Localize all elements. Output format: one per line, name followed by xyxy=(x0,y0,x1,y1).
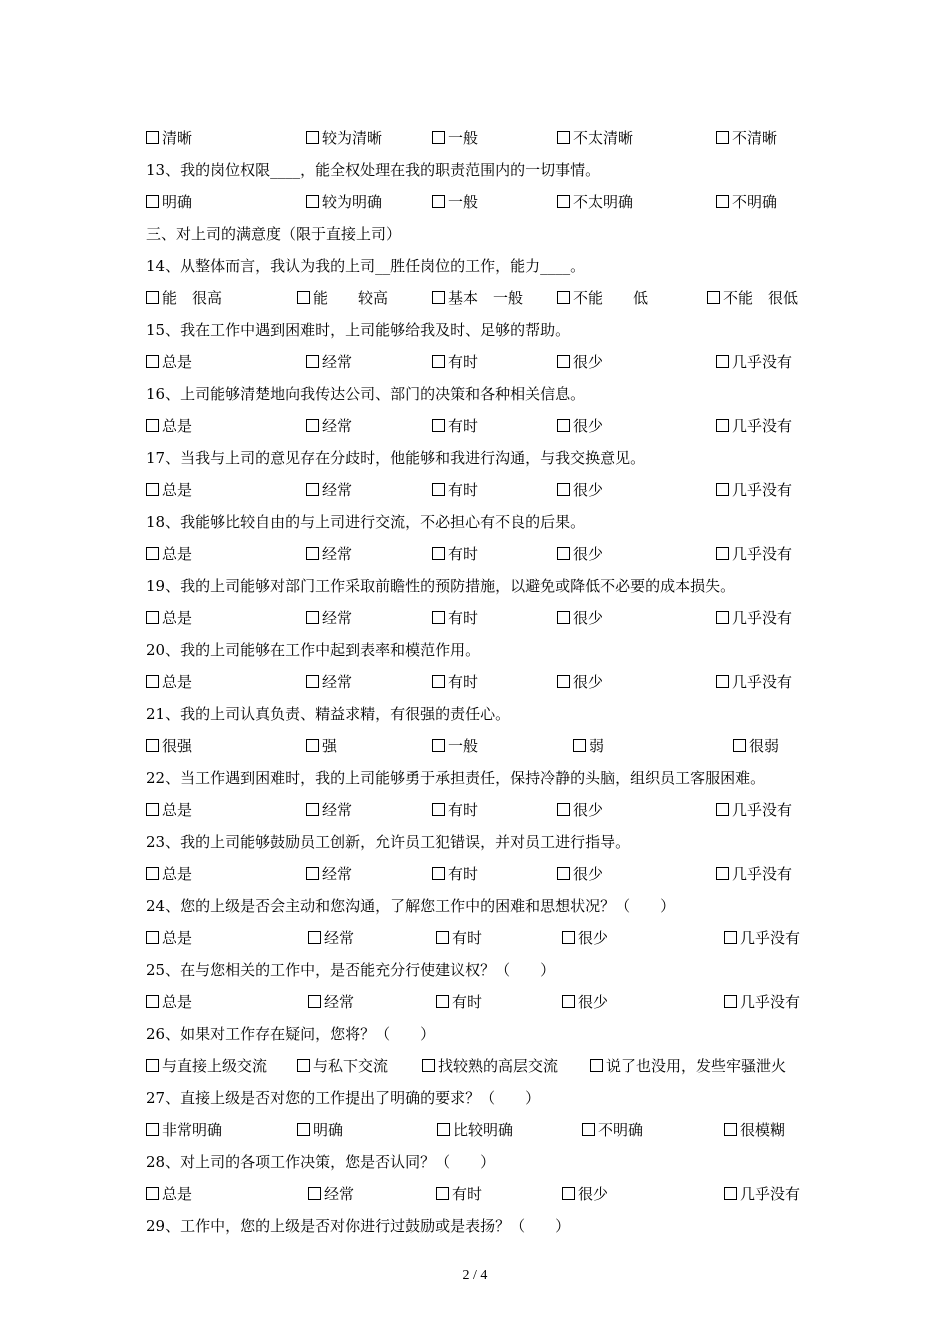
option-label: 总是 xyxy=(162,417,193,435)
answer-option[interactable] xyxy=(432,128,478,148)
question-text: 27、直接上级是否对您的工作提出了明确的要求？（ ） xyxy=(146,1089,541,1107)
option-label: 一般 xyxy=(448,737,479,755)
page-number: 2 / 4 xyxy=(462,1268,488,1283)
checkbox-icon[interactable] xyxy=(724,1187,737,1200)
checkbox-icon[interactable] xyxy=(432,195,445,208)
checkbox-icon[interactable] xyxy=(146,355,159,368)
option-label: 总是 xyxy=(162,353,193,371)
answer-option[interactable] xyxy=(557,352,603,372)
option-label: 与直接上级交流 xyxy=(162,1057,268,1075)
question-text: 19、我的上司能够对部门工作采取前瞻性的预防措施，以避免或降低不必要的成本损失。 xyxy=(146,577,736,595)
answer-option[interactable] xyxy=(306,736,337,756)
checkbox-icon[interactable] xyxy=(306,419,319,432)
question-text: 25、在与您相关的工作中，是否能充分行使建议权？（ ） xyxy=(146,961,556,979)
option-label: 有时 xyxy=(452,993,483,1011)
answer-option[interactable] xyxy=(707,288,798,308)
answer-option[interactable] xyxy=(436,928,482,948)
option-label: 很少 xyxy=(578,929,609,947)
option-label: 几乎没有 xyxy=(740,929,801,947)
option-label: 总是 xyxy=(162,545,193,563)
answer-option[interactable] xyxy=(306,352,352,372)
checkbox-icon[interactable] xyxy=(716,803,729,816)
option-label: 有时 xyxy=(448,609,479,627)
answer-option[interactable] xyxy=(716,864,792,884)
checkbox-icon[interactable] xyxy=(146,291,159,304)
option-label: 几乎没有 xyxy=(740,1185,801,1203)
answer-option[interactable] xyxy=(308,992,354,1012)
option-label: 有时 xyxy=(448,545,479,563)
checkbox-icon[interactable] xyxy=(724,931,737,944)
option-label: 总是 xyxy=(162,801,193,819)
answer-option[interactable] xyxy=(146,672,192,692)
option-label: 很少 xyxy=(573,481,604,499)
checkbox-icon[interactable] xyxy=(308,1187,321,1200)
checkbox-icon[interactable] xyxy=(146,995,159,1008)
option-label: 几乎没有 xyxy=(732,609,793,627)
option-label: 几乎没有 xyxy=(732,545,793,563)
answer-option[interactable] xyxy=(432,288,523,308)
checkbox-icon[interactable] xyxy=(724,1123,737,1136)
option-label: 经常 xyxy=(322,801,353,819)
answer-option[interactable] xyxy=(562,992,608,1012)
answer-option[interactable] xyxy=(432,352,478,372)
question-text: 17、当我与上司的意见存在分歧时，他能够和我进行沟通，与我交换意见。 xyxy=(146,449,646,467)
option-label: 经常 xyxy=(324,993,355,1011)
checkbox-icon[interactable] xyxy=(308,931,321,944)
answer-option[interactable] xyxy=(733,736,779,756)
option-label: 不明确 xyxy=(598,1121,644,1139)
checkbox-icon[interactable] xyxy=(562,1187,575,1200)
option-label: 能 很高 xyxy=(162,289,223,307)
option-label: 弱 xyxy=(589,737,605,755)
answer-option[interactable] xyxy=(432,416,478,436)
checkbox-icon[interactable] xyxy=(432,611,445,624)
answer-option[interactable] xyxy=(557,544,603,564)
answer-option[interactable] xyxy=(146,1056,267,1076)
option-label: 很少 xyxy=(578,1185,609,1203)
checkbox-icon[interactable] xyxy=(716,867,729,880)
option-label: 几乎没有 xyxy=(732,865,793,883)
option-label: 几乎没有 xyxy=(740,993,801,1011)
option-label: 经常 xyxy=(324,929,355,947)
checkbox-icon[interactable] xyxy=(146,1059,159,1072)
option-label: 一般 xyxy=(448,129,479,147)
option-label: 不能 很低 xyxy=(723,289,799,307)
checkbox-icon[interactable] xyxy=(297,291,310,304)
checkbox-icon[interactable] xyxy=(562,995,575,1008)
option-label: 几乎没有 xyxy=(732,417,793,435)
answer-option[interactable] xyxy=(557,864,603,884)
checkbox-icon[interactable] xyxy=(146,131,159,144)
checkbox-icon[interactable] xyxy=(432,867,445,880)
answer-option[interactable] xyxy=(146,800,192,820)
option-label: 经常 xyxy=(322,417,353,435)
answer-option[interactable] xyxy=(432,864,478,884)
option-label: 较为清晰 xyxy=(322,129,383,147)
option-label: 有时 xyxy=(448,865,479,883)
question-text: 24、您的上级是否会主动和您沟通，了解您工作中的困难和思想状况？（ ） xyxy=(146,897,676,915)
answer-option[interactable] xyxy=(146,544,192,564)
answer-option[interactable] xyxy=(306,480,352,500)
option-label: 找较熟的高层交流 xyxy=(438,1057,559,1075)
option-label: 很少 xyxy=(573,609,604,627)
option-label: 强 xyxy=(322,737,338,755)
checkbox-icon[interactable] xyxy=(146,867,159,880)
question-text: 28、对上司的各项工作决策，您是否认同？（ ） xyxy=(146,1153,496,1171)
checkbox-icon[interactable] xyxy=(432,547,445,560)
checkbox-icon[interactable] xyxy=(432,131,445,144)
answer-option[interactable] xyxy=(297,288,388,308)
option-label: 经常 xyxy=(324,1185,355,1203)
checkbox-icon[interactable] xyxy=(590,1059,603,1072)
answer-option[interactable] xyxy=(308,1184,354,1204)
checkbox-icon[interactable] xyxy=(306,803,319,816)
option-label: 经常 xyxy=(322,865,353,883)
option-label: 经常 xyxy=(322,673,353,691)
option-label: 很少 xyxy=(573,865,604,883)
answer-option[interactable] xyxy=(724,1120,785,1140)
checkbox-icon[interactable] xyxy=(432,803,445,816)
checkbox-icon[interactable] xyxy=(306,867,319,880)
checkbox-icon[interactable] xyxy=(432,483,445,496)
question-text: 23、我的上司能够鼓励员工创新，允许员工犯错误，并对员工进行指导。 xyxy=(146,833,631,851)
checkbox-icon[interactable] xyxy=(306,483,319,496)
answer-option[interactable] xyxy=(146,416,192,436)
checkbox-icon[interactable] xyxy=(146,195,159,208)
answer-option[interactable] xyxy=(716,416,792,436)
answer-option[interactable] xyxy=(716,608,792,628)
checkbox-icon[interactable] xyxy=(557,355,570,368)
checkbox-icon[interactable] xyxy=(146,547,159,560)
answer-option[interactable] xyxy=(573,736,604,756)
checkbox-icon[interactable] xyxy=(422,1059,435,1072)
checkbox-icon[interactable] xyxy=(432,291,445,304)
question-text: 三、对上司的满意度（限于直接上司） xyxy=(146,225,402,243)
checkbox-icon[interactable] xyxy=(582,1123,595,1136)
checkbox-icon[interactable] xyxy=(306,355,319,368)
question-text: 14、从整体而言，我认为我的上司__胜任岗位的工作，能力____。 xyxy=(146,257,586,275)
checkbox-icon[interactable] xyxy=(557,419,570,432)
checkbox-icon[interactable] xyxy=(146,1187,159,1200)
option-label: 几乎没有 xyxy=(732,673,793,691)
answer-option[interactable] xyxy=(562,928,608,948)
answer-option[interactable] xyxy=(146,480,192,500)
answer-option[interactable] xyxy=(432,480,478,500)
option-label: 不能 低 xyxy=(573,289,649,307)
option-label: 能 较高 xyxy=(313,289,389,307)
checkbox-icon[interactable] xyxy=(716,611,729,624)
option-label: 总是 xyxy=(162,865,193,883)
answer-option[interactable] xyxy=(436,992,482,1012)
option-label: 很强 xyxy=(162,737,193,755)
option-label: 总是 xyxy=(162,609,193,627)
checkbox-icon[interactable] xyxy=(562,931,575,944)
answer-option[interactable] xyxy=(146,1184,192,1204)
checkbox-icon[interactable] xyxy=(716,483,729,496)
option-label: 基本 一般 xyxy=(448,289,524,307)
answer-option[interactable] xyxy=(432,736,478,756)
option-label: 非常明确 xyxy=(162,1121,223,1139)
option-label: 很少 xyxy=(573,673,604,691)
checkbox-icon[interactable] xyxy=(306,739,319,752)
checkbox-icon[interactable] xyxy=(716,131,729,144)
checkbox-icon[interactable] xyxy=(716,547,729,560)
checkbox-icon[interactable] xyxy=(557,675,570,688)
option-label: 经常 xyxy=(322,609,353,627)
checkbox-icon[interactable] xyxy=(557,611,570,624)
answer-option[interactable] xyxy=(436,1184,482,1204)
answer-option[interactable] xyxy=(146,992,192,1012)
checkbox-icon[interactable] xyxy=(308,995,321,1008)
answer-option[interactable] xyxy=(146,864,192,884)
option-label: 说了也没用，发些牢骚泄火 xyxy=(606,1057,787,1075)
answer-option[interactable] xyxy=(146,192,192,212)
checkbox-icon[interactable] xyxy=(432,675,445,688)
option-label: 很少 xyxy=(573,353,604,371)
option-label: 很模糊 xyxy=(740,1121,786,1139)
option-label: 有时 xyxy=(448,481,479,499)
checkbox-icon[interactable] xyxy=(297,1123,310,1136)
checkbox-icon[interactable] xyxy=(432,419,445,432)
checkbox-icon[interactable] xyxy=(557,803,570,816)
answer-option[interactable] xyxy=(432,192,478,212)
option-label: 有时 xyxy=(448,673,479,691)
checkbox-icon[interactable] xyxy=(146,675,159,688)
answer-option[interactable] xyxy=(590,1056,786,1076)
answer-option[interactable] xyxy=(432,672,478,692)
option-label: 不太明确 xyxy=(573,193,634,211)
checkbox-icon[interactable] xyxy=(432,355,445,368)
option-label: 比较明确 xyxy=(453,1121,514,1139)
checkbox-icon[interactable] xyxy=(306,131,319,144)
answer-option[interactable] xyxy=(146,288,222,308)
option-label: 几乎没有 xyxy=(732,353,793,371)
option-label: 与私下交流 xyxy=(313,1057,389,1075)
option-label: 明确 xyxy=(313,1121,344,1139)
answer-option[interactable] xyxy=(716,192,777,212)
answer-option[interactable] xyxy=(146,608,192,628)
checkbox-icon[interactable] xyxy=(724,995,737,1008)
checkbox-icon[interactable] xyxy=(436,995,449,1008)
option-label: 一般 xyxy=(448,193,479,211)
option-label: 经常 xyxy=(322,353,353,371)
option-label: 有时 xyxy=(448,417,479,435)
question-text: 15、我在工作中遇到困难时，上司能够给我及时、足够的帮助。 xyxy=(146,321,571,339)
option-label: 有时 xyxy=(448,353,479,371)
checkbox-icon[interactable] xyxy=(716,355,729,368)
checkbox-icon[interactable] xyxy=(573,739,586,752)
answer-option[interactable] xyxy=(724,928,800,948)
checkbox-icon[interactable] xyxy=(306,547,319,560)
answer-option[interactable] xyxy=(306,800,352,820)
answer-option[interactable] xyxy=(716,800,792,820)
checkbox-icon[interactable] xyxy=(557,131,570,144)
option-label: 几乎没有 xyxy=(732,801,793,819)
checkbox-icon[interactable] xyxy=(716,675,729,688)
answer-option[interactable] xyxy=(146,1120,222,1140)
answer-option[interactable] xyxy=(297,1056,388,1076)
checkbox-icon[interactable] xyxy=(146,611,159,624)
answer-option[interactable] xyxy=(557,672,603,692)
option-label: 总是 xyxy=(162,929,193,947)
option-label: 很少 xyxy=(578,993,609,1011)
answer-option[interactable] xyxy=(297,1120,343,1140)
checkbox-icon[interactable] xyxy=(436,1187,449,1200)
option-label: 不太清晰 xyxy=(573,129,634,147)
checkbox-icon[interactable] xyxy=(557,483,570,496)
option-label: 很弱 xyxy=(749,737,780,755)
answer-option[interactable] xyxy=(716,128,777,148)
answer-option[interactable] xyxy=(432,544,478,564)
answer-option[interactable] xyxy=(724,992,800,1012)
checkbox-icon[interactable] xyxy=(716,419,729,432)
answer-option[interactable] xyxy=(306,608,352,628)
answer-option[interactable] xyxy=(716,480,792,500)
question-text: 13、我的岗位权限____，能全权处理在我的职责范围内的一切事情。 xyxy=(146,161,601,179)
checkbox-icon[interactable] xyxy=(146,419,159,432)
answer-option[interactable] xyxy=(557,480,603,500)
checkbox-icon[interactable] xyxy=(557,195,570,208)
answer-option[interactable] xyxy=(146,928,192,948)
answer-option[interactable] xyxy=(716,352,792,372)
answer-option[interactable] xyxy=(306,416,352,436)
answer-option[interactable] xyxy=(716,672,792,692)
answer-option[interactable] xyxy=(146,128,192,148)
checkbox-icon[interactable] xyxy=(733,739,746,752)
answer-option[interactable] xyxy=(582,1120,643,1140)
answer-option[interactable] xyxy=(422,1056,558,1076)
checkbox-icon[interactable] xyxy=(146,739,159,752)
option-label: 几乎没有 xyxy=(732,481,793,499)
checkbox-icon[interactable] xyxy=(306,195,319,208)
option-label: 经常 xyxy=(322,481,353,499)
answer-option[interactable] xyxy=(306,864,352,884)
answer-option[interactable] xyxy=(306,128,382,148)
option-label: 很少 xyxy=(573,801,604,819)
option-label: 总是 xyxy=(162,1185,193,1203)
answer-option[interactable] xyxy=(432,608,478,628)
option-label: 很少 xyxy=(573,545,604,563)
answer-option[interactable] xyxy=(557,128,633,148)
option-label: 总是 xyxy=(162,481,193,499)
checkbox-icon[interactable] xyxy=(716,195,729,208)
option-label: 很少 xyxy=(573,417,604,435)
answer-option[interactable] xyxy=(557,416,603,436)
option-label: 清晰 xyxy=(162,129,193,147)
option-label: 有时 xyxy=(452,929,483,947)
checkbox-icon[interactable] xyxy=(436,931,449,944)
question-text: 18、我能够比较自由的与上司进行交流，不必担心有不良的后果。 xyxy=(146,513,586,531)
option-label: 不清晰 xyxy=(732,129,778,147)
checkbox-icon[interactable] xyxy=(557,547,570,560)
checkbox-icon[interactable] xyxy=(707,291,720,304)
answer-option[interactable] xyxy=(432,800,478,820)
checkbox-icon[interactable] xyxy=(146,803,159,816)
answer-option[interactable] xyxy=(146,352,192,372)
question-text: 26、如果对工作存在疑问，您将？（ ） xyxy=(146,1025,436,1043)
option-label: 明确 xyxy=(162,193,193,211)
question-text: 16、上司能够清楚地向我传达公司、部门的决策和各种相关信息。 xyxy=(146,385,586,403)
checkbox-icon[interactable] xyxy=(146,931,159,944)
answer-option[interactable] xyxy=(557,800,603,820)
option-label: 有时 xyxy=(452,1185,483,1203)
option-label: 总是 xyxy=(162,993,193,1011)
answer-option[interactable] xyxy=(306,672,352,692)
checkbox-icon[interactable] xyxy=(146,1123,159,1136)
checkbox-icon[interactable] xyxy=(297,1059,310,1072)
answer-option[interactable] xyxy=(308,928,354,948)
checkbox-icon[interactable] xyxy=(146,483,159,496)
option-label: 总是 xyxy=(162,673,193,691)
answer-option[interactable] xyxy=(562,1184,608,1204)
option-label: 不明确 xyxy=(732,193,778,211)
answer-option[interactable] xyxy=(557,288,648,308)
answer-option[interactable] xyxy=(557,608,603,628)
answer-option[interactable] xyxy=(724,1184,800,1204)
option-label: 较为明确 xyxy=(322,193,383,211)
answer-option[interactable] xyxy=(437,1120,513,1140)
question-text: 20、我的上司能够在工作中起到表率和模范作用。 xyxy=(146,641,481,659)
answer-option[interactable] xyxy=(146,736,192,756)
answer-option[interactable] xyxy=(716,544,792,564)
option-label: 经常 xyxy=(322,545,353,563)
checkbox-icon[interactable] xyxy=(306,675,319,688)
question-text: 21、我的上司认真负责、精益求精，有很强的责任心。 xyxy=(146,705,511,723)
checkbox-icon[interactable] xyxy=(557,867,570,880)
option-label: 有时 xyxy=(448,801,479,819)
answer-option[interactable] xyxy=(557,192,633,212)
question-text: 22、当工作遇到困难时，我的上司能够勇于承担责任，保持冷静的头脑，组织员工客服困难。 xyxy=(146,769,766,787)
answer-option[interactable] xyxy=(306,544,352,564)
checkbox-icon[interactable] xyxy=(306,611,319,624)
checkbox-icon[interactable] xyxy=(557,291,570,304)
question-text: 29、工作中，您的上级是否对你进行过鼓励或是表扬？（ ） xyxy=(146,1217,571,1235)
checkbox-icon[interactable] xyxy=(437,1123,450,1136)
checkbox-icon[interactable] xyxy=(432,739,445,752)
answer-option[interactable] xyxy=(306,192,382,212)
